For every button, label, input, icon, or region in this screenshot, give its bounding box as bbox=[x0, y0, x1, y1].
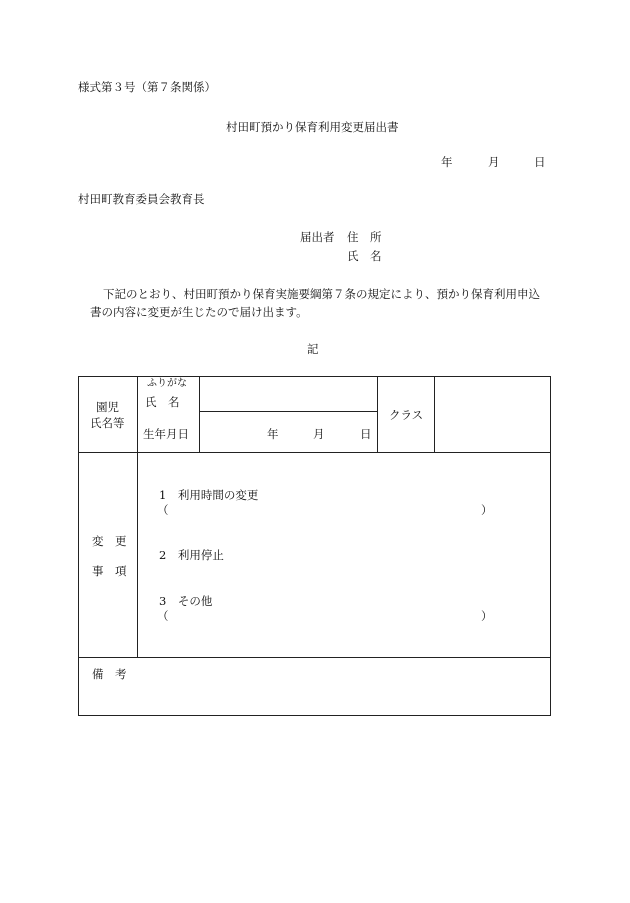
body-text-line-2: 書の内容に変更が生じたので届け出ます。 bbox=[90, 305, 308, 319]
form-table bbox=[78, 376, 551, 716]
change-item-1-label: 1 利用時間の変更 bbox=[159, 488, 259, 502]
change-label-2: 事 項 bbox=[92, 564, 127, 578]
name-label: 氏 名 bbox=[145, 395, 180, 409]
date-month: 月 bbox=[488, 155, 500, 169]
row-divider-name-birth bbox=[199, 411, 377, 412]
change-item-2-label: 2 利用停止 bbox=[159, 548, 224, 562]
addressee: 村田町教育委員会教育長 bbox=[78, 192, 205, 206]
applicant-name-label: 氏 名 bbox=[347, 249, 382, 263]
furigana-label: ふりがな bbox=[147, 378, 187, 389]
date-day: 日 bbox=[534, 155, 546, 169]
document-title: 村田町預かり保育利用変更届出書 bbox=[226, 120, 399, 134]
remarks-field[interactable] bbox=[80, 658, 549, 714]
class-field[interactable] bbox=[435, 378, 549, 451]
child-header-1: 園児 bbox=[96, 400, 119, 414]
change-item-1-open: （ bbox=[157, 503, 169, 517]
applicant-address-label: 住 所 bbox=[347, 230, 382, 244]
change-item-3-open: （ bbox=[157, 609, 169, 623]
child-header-2: 氏名等 bbox=[90, 416, 125, 430]
body-text-line-1: 下記のとおり、村田町預かり保育実施要綱第７条の規定により、預かり保育利用申込 bbox=[103, 287, 540, 301]
change-item-3-close: ） bbox=[481, 609, 493, 623]
birth-year: 年 bbox=[267, 427, 279, 441]
class-label: クラス bbox=[389, 408, 424, 422]
birth-month: 月 bbox=[313, 427, 325, 441]
row-divider-child-change bbox=[79, 452, 550, 453]
date-year: 年 bbox=[441, 155, 453, 169]
col-divider-class-left bbox=[377, 377, 378, 452]
ki-heading: 記 bbox=[307, 342, 319, 356]
name-field[interactable] bbox=[200, 378, 376, 411]
remarks-label: 備 考 bbox=[92, 667, 127, 681]
change-label-1: 変 更 bbox=[92, 534, 127, 548]
birth-day: 日 bbox=[360, 427, 372, 441]
col-divider-label bbox=[137, 377, 138, 657]
change-item-1-close: ） bbox=[481, 503, 493, 517]
change-item-3-label: 3 その他 bbox=[159, 594, 213, 608]
birthdate-label: 生年月日 bbox=[143, 427, 189, 441]
form-number: 様式第３号（第７条関係） bbox=[78, 80, 216, 94]
applicant-label: 届出者 bbox=[300, 230, 335, 244]
